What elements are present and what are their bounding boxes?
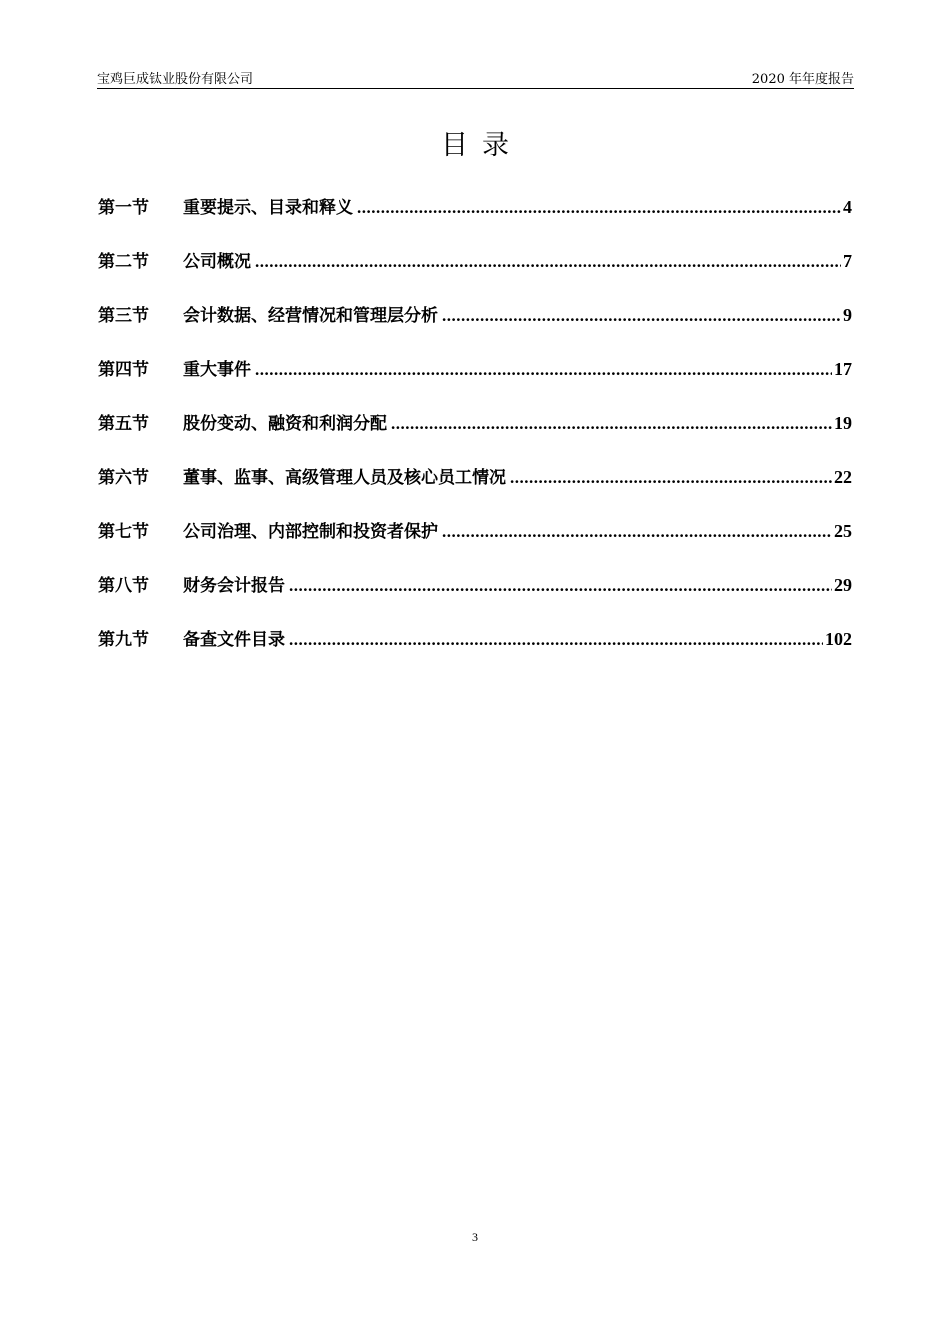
toc-section-title: 股份变动、融资和利润分配 <box>183 414 387 434</box>
toc-dot-leader <box>255 360 832 380</box>
toc-dot-leader <box>289 576 832 596</box>
toc-page-number: 17 <box>834 359 852 379</box>
toc-entry[interactable] <box>98 301 852 355</box>
toc-page-number: 25 <box>834 521 852 541</box>
toc-entry[interactable] <box>98 517 852 571</box>
toc-dot-leader <box>357 198 841 218</box>
toc-entry[interactable] <box>98 463 852 517</box>
toc-entry[interactable] <box>98 355 852 409</box>
toc-section-title: 董事、监事、高级管理人员及核心员工情况 <box>183 468 506 488</box>
page-header <box>97 66 854 89</box>
toc-page-number: 7 <box>843 251 852 271</box>
toc-page-number: 102 <box>825 629 852 649</box>
toc-page-number: 4 <box>843 197 852 217</box>
toc-entry[interactable] <box>98 247 852 301</box>
toc-dot-leader <box>510 468 832 488</box>
toc-section-number: 第三节 <box>98 306 149 326</box>
toc-dot-leader <box>442 306 841 326</box>
toc-section-title: 重大事件 <box>183 360 251 380</box>
toc-section-number: 第五节 <box>98 414 149 434</box>
toc-entry[interactable] <box>98 409 852 463</box>
toc-section-number: 第一节 <box>98 198 149 218</box>
toc-entry[interactable] <box>98 571 852 625</box>
toc-section-title: 公司概况 <box>183 252 251 272</box>
toc-page-number: 29 <box>834 575 852 595</box>
toc-page-number: 22 <box>834 467 852 487</box>
toc-section-number: 第七节 <box>98 522 149 542</box>
toc-section-title: 会计数据、经营情况和管理层分析 <box>183 306 438 326</box>
toc-dot-leader <box>289 630 823 650</box>
table-of-contents <box>98 193 852 679</box>
toc-entry[interactable] <box>98 625 852 679</box>
toc-dot-leader <box>442 522 832 542</box>
toc-section-number: 第二节 <box>98 252 149 272</box>
toc-section-title: 公司治理、内部控制和投资者保护 <box>183 522 438 542</box>
toc-section-title: 备查文件目录 <box>183 630 285 650</box>
toc-page-number: 19 <box>834 413 852 433</box>
header-company-name: 宝鸡巨成钛业股份有限公司 <box>97 72 254 87</box>
toc-dot-leader <box>391 414 832 434</box>
toc-section-number: 第六节 <box>98 468 149 488</box>
toc-dot-leader <box>255 252 841 272</box>
toc-section-title: 财务会计报告 <box>183 576 285 596</box>
header-report-title: 2020 年年度报告 <box>751 72 854 87</box>
toc-section-number: 第九节 <box>98 630 149 650</box>
page-number: 3 <box>472 1230 478 1244</box>
toc-entry[interactable] <box>98 193 852 247</box>
toc-section-number: 第四节 <box>98 360 149 380</box>
toc-page-number: 9 <box>843 305 852 325</box>
toc-section-title: 重要提示、目录和释义 <box>183 198 353 218</box>
toc-title: 目录 <box>441 130 523 161</box>
toc-section-number: 第八节 <box>98 576 149 596</box>
